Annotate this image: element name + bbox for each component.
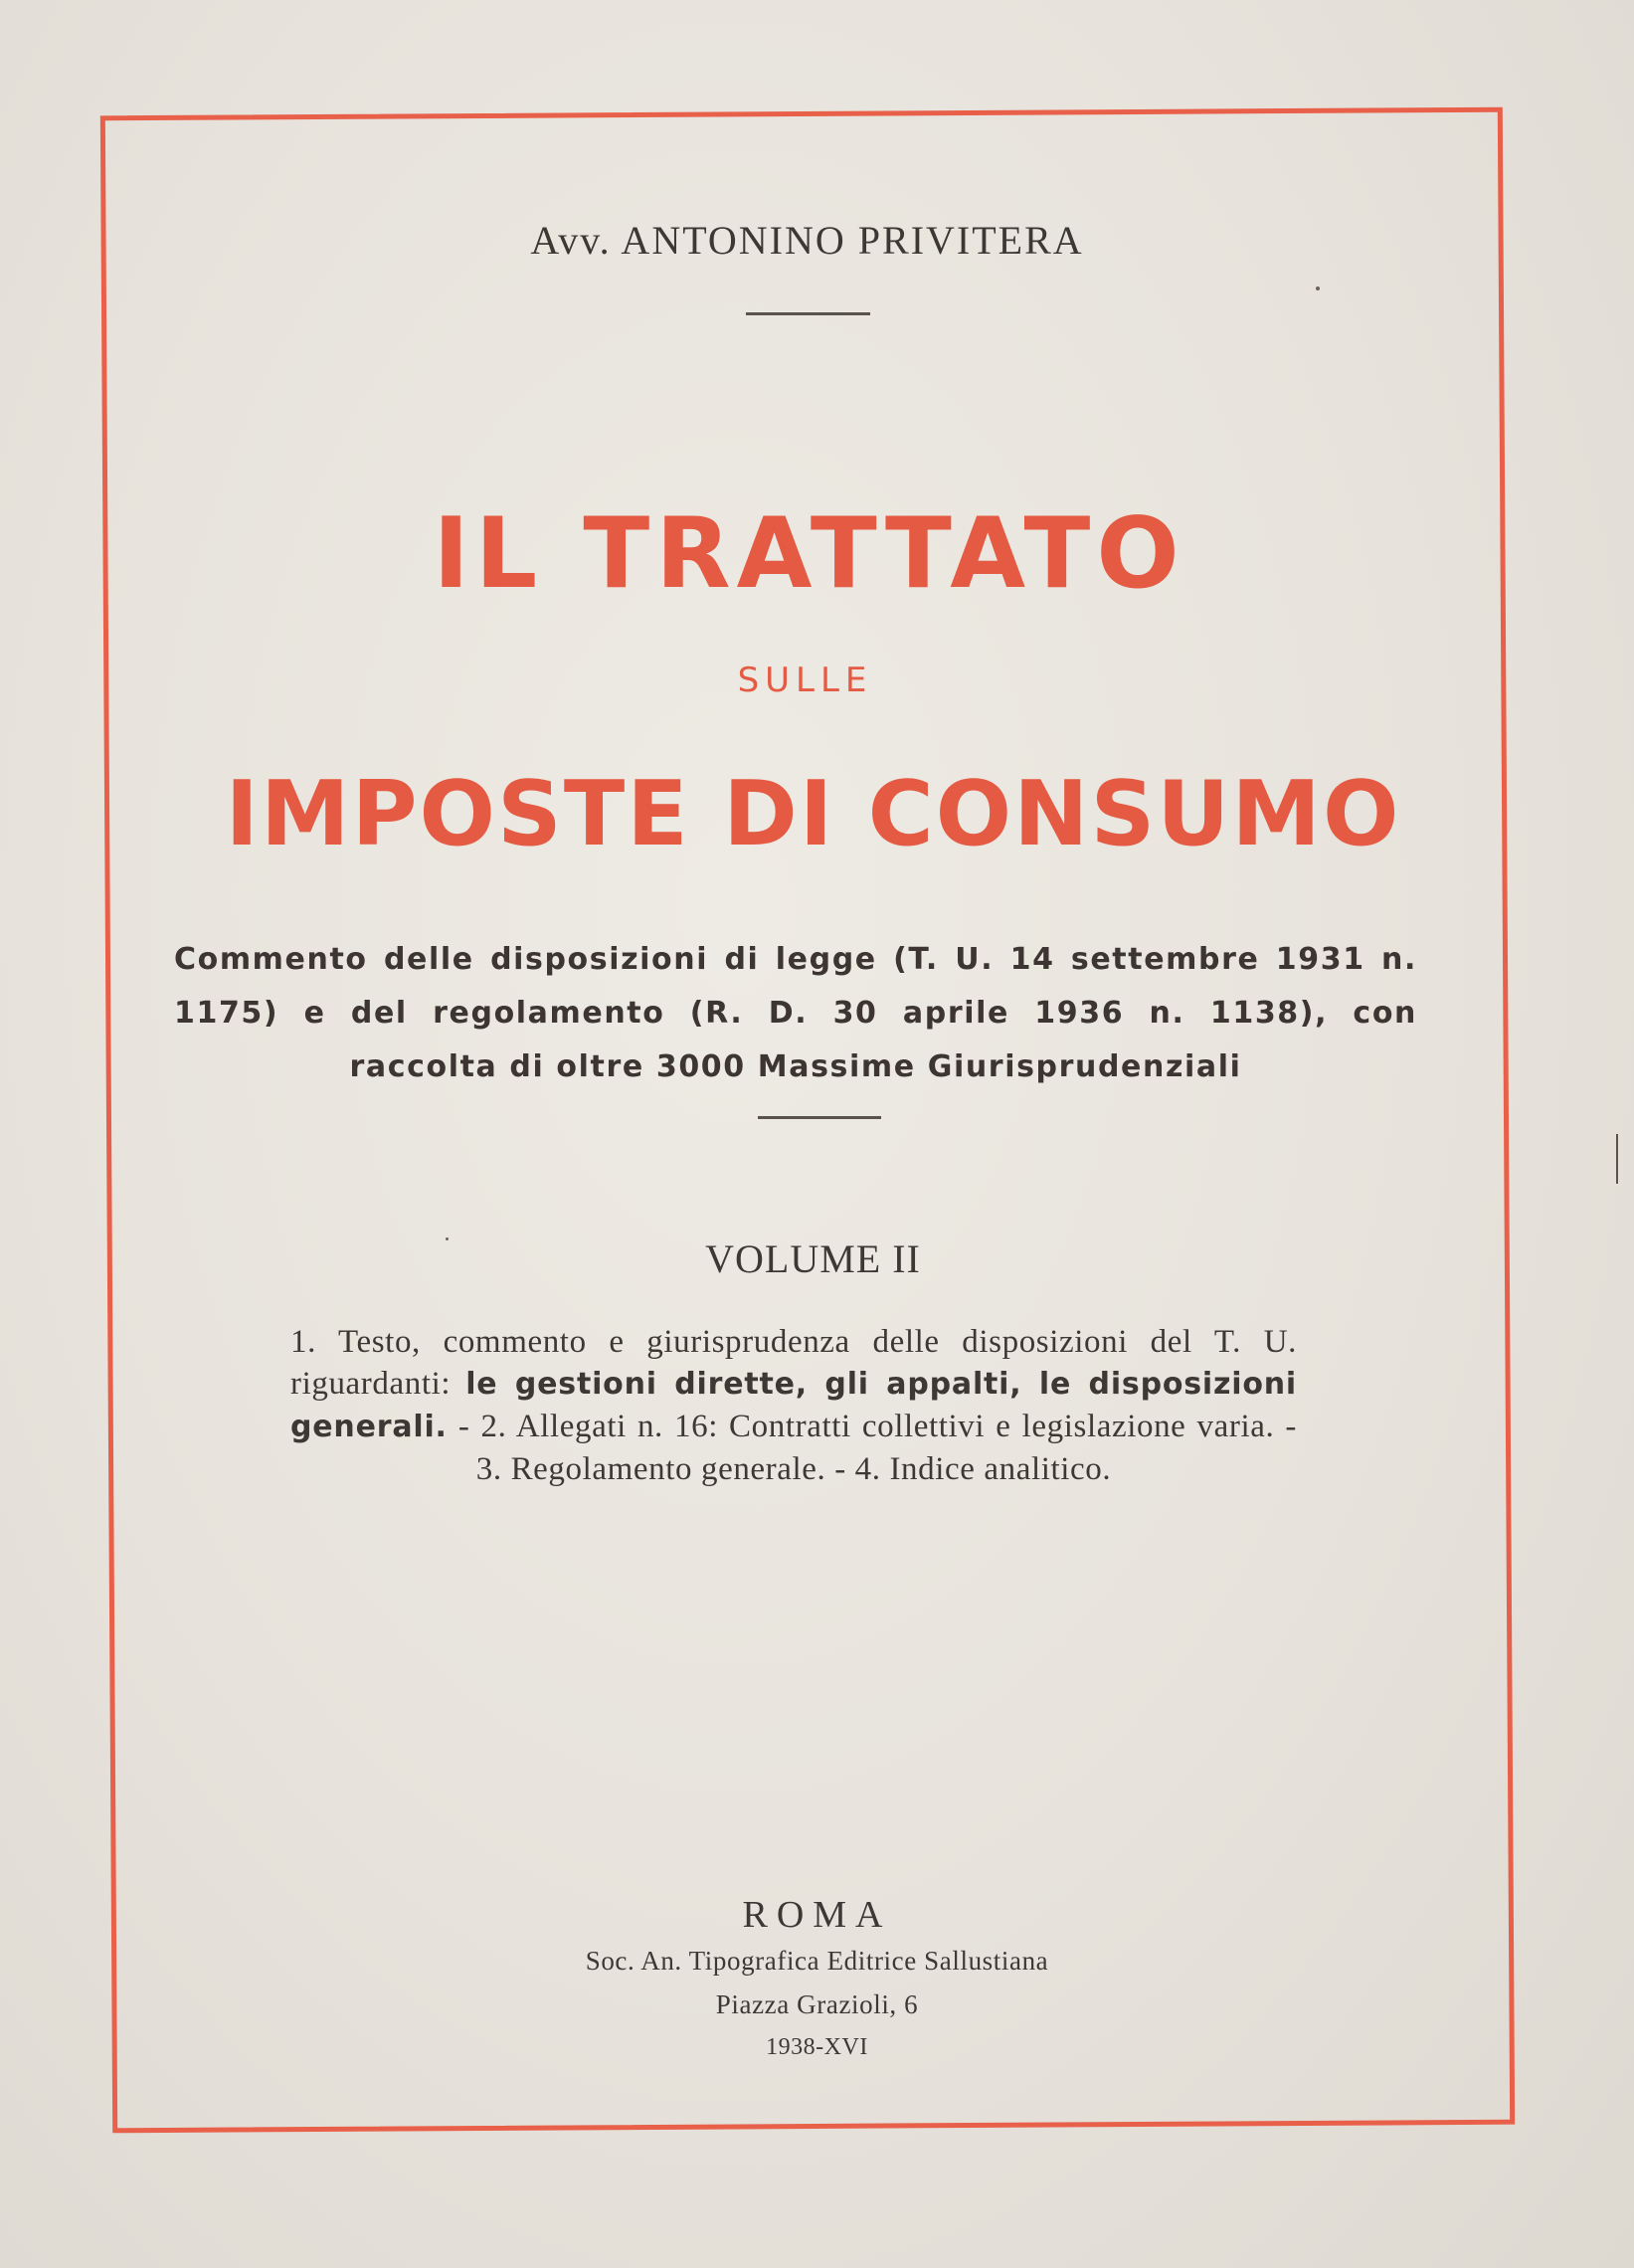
author-name: Avv. ANTONINO PRIVITERA <box>530 218 1084 263</box>
imprint-publisher: Soc. An. Tipografica Editrice Sallustiana <box>585 1946 1049 1976</box>
imprint-city: ROMA <box>742 1894 892 1936</box>
divider-rule <box>758 1116 881 1119</box>
contents-rest: - 2. Allegati n. 16: Contratti collettivi e legislazione varia. - 3. Regolamento generale. - 4. Indice analitico. <box>457 1409 1298 1487</box>
contents-intro: 1. Testo, commento e giurisprudenza delle disposizioni del T. U. riguardanti: <box>290 1324 1297 1402</box>
contents-bold-topics: le gestioni dirette, gli appalti, le disposizioni generali. <box>290 1367 1297 1444</box>
imprint-address: Piazza Grazioli, 6 <box>715 1989 919 2019</box>
book-subtitle: IMPOSTE DI CONSUMO <box>225 762 1401 866</box>
book-title: IL TRATTATO <box>433 497 1185 611</box>
commentary-description: Commento delle disposizioni di legge (T. U. 14 settembre 1931 n. 1175) e del regolamento (R. D. 30 aprile 1936 n. 1138), con raccolta di oltre 3000 Massime Giurisprudenziali <box>174 942 1417 1084</box>
divider-rule <box>746 312 870 315</box>
title-connector: SULLE <box>737 661 873 700</box>
volume-label: VOLUME II <box>705 1236 921 1281</box>
imprint-year: 1938-XVI <box>766 2034 868 2060</box>
volume-contents <box>290 1321 1297 1490</box>
